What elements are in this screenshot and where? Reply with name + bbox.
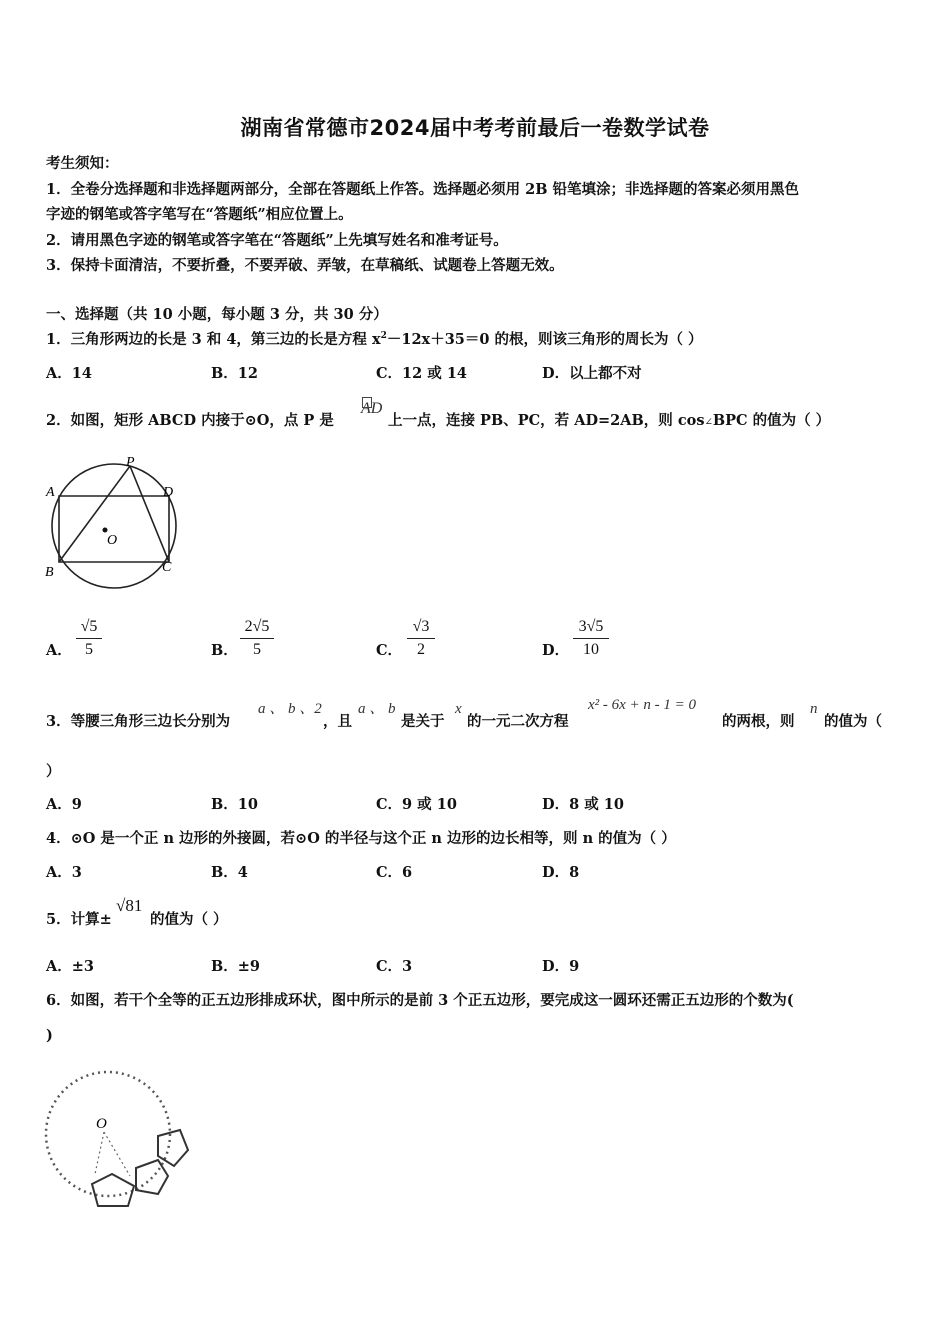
q2-stem-a: 2．如图，矩形 ABCD 内接于⊙O，点 P 是: [46, 412, 334, 429]
q2-option-d[interactable]: D．: [542, 642, 570, 659]
q2-b-denominator: 5: [253, 641, 261, 658]
q2-option-c[interactable]: C．: [376, 642, 403, 659]
q3-equation: x² - 6x + n - 1 = 0: [588, 697, 697, 713]
arc-symbol-icon: [362, 397, 372, 408]
q1-option-b[interactable]: B．12: [211, 365, 258, 382]
q5-radical: √81: [116, 896, 143, 915]
q3-stem-c: 是关于: [401, 713, 445, 730]
q2-stem-b-text: 上一点，连接 PB、PC，若 AD=2AB，则 cos: [388, 412, 705, 429]
q2-stem-c: BPC 的值为（ ）: [712, 412, 831, 429]
q5-option-a[interactable]: A．±3: [46, 958, 94, 975]
notice-heading: 考生须知：: [46, 155, 119, 172]
q6-close-paren: ): [46, 1027, 53, 1044]
q1-stem-b: －12x＋35＝0 的根，则该三角形的周长为（ ）: [386, 331, 703, 348]
q2-rectangle: [59, 496, 169, 562]
q5-stem-a: 5．计算±: [46, 911, 112, 928]
q6-figure: [40, 1064, 200, 1224]
q2-label-a: A: [46, 485, 55, 500]
q4-option-c[interactable]: C．6: [376, 864, 413, 881]
q2-circle: [52, 464, 176, 588]
q2-stem-b: [388, 409, 830, 430]
q2-figure: [42, 454, 182, 594]
q2-option-a[interactable]: A．: [46, 642, 72, 659]
q2-fraction-b: [240, 618, 274, 659]
angle-symbol: ∠: [704, 417, 713, 428]
notice-line-3: 3．保持卡面清洁，不要折叠，不要弄破、弄皱，在草稿纸、试题卷上答题无效。: [46, 257, 564, 274]
q6-radius-line-2: [104, 1132, 130, 1176]
q2-arc-label: AD: [361, 400, 383, 417]
q6-pentagon-1: [92, 1174, 134, 1206]
q3-variable-n: n: [810, 701, 818, 717]
q2-label-d: D: [163, 485, 174, 500]
q3-variable-x: x: [455, 701, 462, 717]
q3-stem-a: 3．等腰三角形三边长分别为: [46, 713, 231, 730]
q2-d-denominator: 10: [583, 641, 599, 658]
q3-option-c[interactable]: C．9 或 10: [376, 796, 457, 813]
q5-option-b[interactable]: B．±9: [211, 958, 260, 975]
q6-stem: 6．如图，若干个全等的正五边形排成环状，图中所示的是前 3 个正五边形，要完成这一圆环还需正五边形的个数为(: [46, 992, 794, 1009]
q2-label-b: B: [45, 565, 54, 580]
q4-stem: 4．⊙O 是一个正 n 边形的外接圆，若⊙O 的半径与这个正 n 边形的边长相等，则 n 的值为（ ）: [46, 830, 676, 847]
q2-label-o: O: [107, 533, 118, 548]
q2-c-denominator: 2: [417, 641, 425, 658]
section-heading: 一、选择题（共 10 小题，每小题 3 分，共 30 分）: [46, 306, 388, 323]
q2-line-pc: [130, 466, 169, 562]
q2-a-numerator: √5: [80, 618, 98, 635]
notice-line-1b: 字迹的钢笔或答字笔写在“答题纸”相应位置上。: [46, 206, 353, 223]
notice-line-2: 2．请用黑色字迹的钢笔或答字笔在“答题纸”上先填写姓名和准考证号。: [46, 232, 508, 249]
page-title: 湖南省常德市2024届中考考前最后一卷数学试卷: [240, 116, 710, 140]
q1-option-a[interactable]: A．14: [46, 365, 92, 382]
q1-option-c[interactable]: C．12 或 14: [376, 365, 467, 382]
q2-label-c: C: [162, 560, 172, 575]
q2-line-pb: [59, 466, 130, 562]
q3-side-values: a 、 b 、2: [258, 701, 322, 717]
q5-option-d[interactable]: D．9: [542, 958, 580, 975]
notice-line-1a: 1．全卷分选择题和非选择题两部分，全部在答题纸上作答。选择题必须用 2B 铅笔填涂；非选择题的答案必须用黑色: [46, 181, 800, 198]
q6-dotted-circle: [46, 1072, 170, 1196]
q1-stem-a: 1．三角形两边的长是 3 和 4，第三边的长是方程 x: [46, 331, 381, 348]
q6-label-o: O: [96, 1116, 107, 1132]
q2-d-numerator: 3√5: [578, 618, 604, 635]
q2-b-numerator: 2√5: [244, 618, 270, 635]
q6-pentagon-3: [158, 1130, 188, 1166]
q1-option-d[interactable]: D．以上都不对: [542, 365, 642, 382]
q2-a-denominator: 5: [85, 641, 93, 658]
q2-c-numerator: √3: [412, 618, 430, 635]
q3-option-d[interactable]: D．8 或 10: [542, 796, 624, 813]
q4-option-a[interactable]: A．3: [46, 864, 82, 881]
q2-fraction-c: [407, 618, 435, 659]
q3-stem-f: 的值为（: [824, 713, 882, 730]
q3-stem-b: ，且: [323, 713, 352, 730]
q2-center-dot: [103, 528, 108, 533]
q6-pentagon-2: [136, 1160, 168, 1194]
q3-stem-e: 的两根，则: [722, 713, 795, 730]
q2-fraction-d: [573, 618, 609, 659]
q2-fraction-a: [76, 618, 102, 659]
q5-option-c[interactable]: C．3: [376, 958, 413, 975]
q6-radius-line-1: [95, 1132, 104, 1174]
q4-option-d[interactable]: D．8: [542, 864, 580, 881]
q1-sup: 2: [380, 331, 387, 342]
q3-stem-d: 的一元二次方程: [467, 713, 569, 730]
q3-roots: a 、 b: [358, 701, 396, 717]
q3-option-b[interactable]: B．10: [211, 796, 258, 813]
q4-option-b[interactable]: B．4: [211, 864, 248, 881]
q2-label-p: P: [126, 455, 135, 470]
q3-close-paren: ）: [46, 763, 61, 780]
q3-option-a[interactable]: A．9: [46, 796, 82, 813]
q2-option-b[interactable]: B．: [211, 642, 238, 659]
q5-stem-b: 的值为（ ）: [150, 911, 228, 928]
q1-stem: [46, 328, 703, 349]
